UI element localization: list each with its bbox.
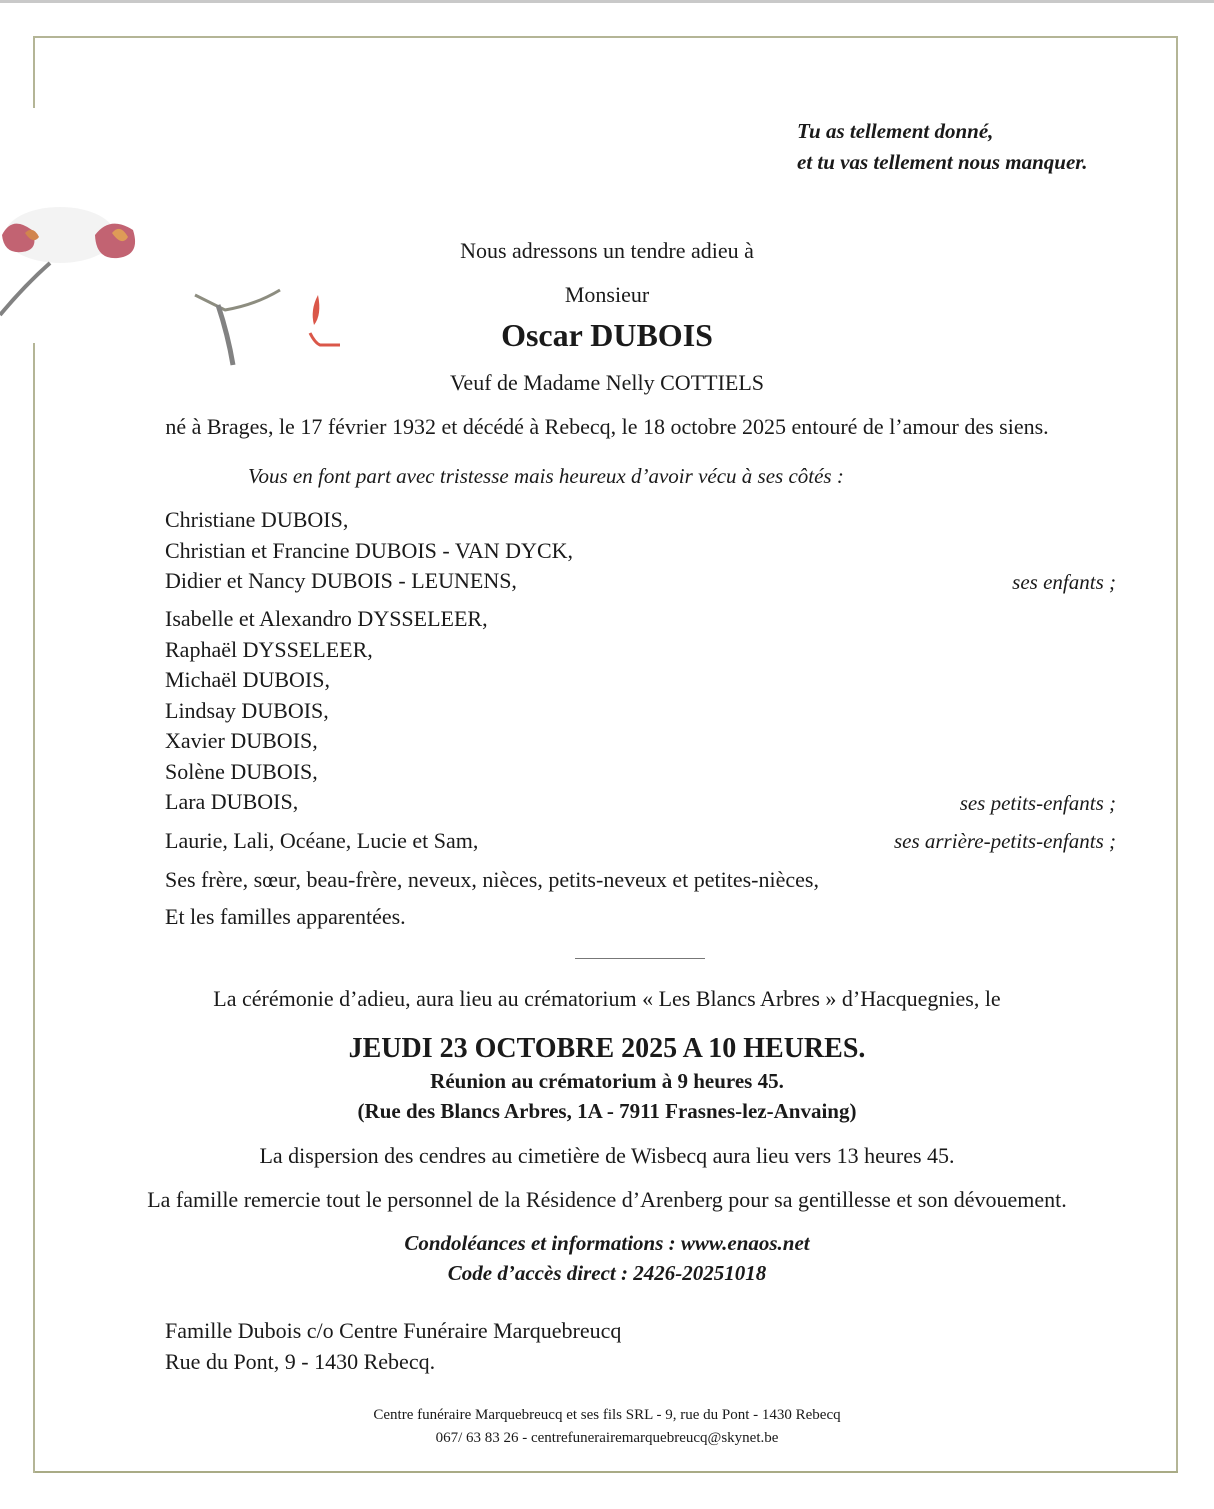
list-item: Didier et Nancy DUBOIS - LEUNENS,: [165, 568, 517, 593]
grandchildren-label: ses petits-enfants ;: [959, 791, 1116, 815]
deceased-name: Oscar DUBOIS: [501, 317, 713, 353]
dispersion-text: La dispersion des cendres au cimetière de Wisbecq aura lieu vers 13 heures 45.: [259, 1143, 955, 1168]
list-item: Lindsay DUBOIS,: [165, 697, 329, 723]
list-item: Isabelle et Alexandro DYSSELEER,: [165, 606, 488, 631]
children-list: [165, 505, 573, 597]
frame-border: [33, 1471, 1178, 1473]
address-text: (Rue des Blancs Arbres, 1A - 7911 Frasnes-lez-Anvaing): [357, 1099, 857, 1123]
contact-line: Rue du Pont, 9 - 1430 Rebecq.: [165, 1349, 436, 1374]
families-text: Et les familles apparentées.: [165, 904, 406, 929]
contact-line: Famille Dubois c/o Centre Funéraire Marquebreucq: [165, 1318, 622, 1343]
list-item: Christiane DUBOIS,: [165, 507, 349, 532]
list-item: Solène DUBOIS,: [165, 758, 318, 784]
condolences-link[interactable]: Condoléances et informations : www.enaos.net: [404, 1231, 810, 1255]
honorific: Monsieur: [564, 282, 650, 307]
relatives-text: Ses frère, sœur, beau-frère, neveux, nièces, petits-neveux et petites-nièces,: [165, 867, 819, 892]
list-item: Xavier DUBOIS,: [165, 728, 318, 753]
list-item: Christian et Francine DUBOIS - VAN DYCK,: [165, 537, 573, 563]
ceremony-date: JEUDI 23 OCTOBRE 2025 A 10 HEURES.: [348, 1033, 866, 1064]
intro-text: Nous adressons un tendre adieu à: [460, 238, 754, 263]
frame-border: [33, 343, 35, 1473]
divider: [575, 958, 705, 959]
footer-line: Centre funéraire Marquebreucq et ses fils SRL - 9, rue du Pont - 1430 Rebecq: [373, 1407, 841, 1423]
list-item: Raphaël DYSSELEER,: [165, 636, 373, 662]
children-label: ses enfants ;: [1012, 570, 1116, 594]
great-grandchildren-label: ses arrière-petits-enfants ;: [893, 829, 1116, 853]
epigraph-line: Tu as tellement donné,: [797, 119, 994, 143]
great-grandchildren: Laurie, Lali, Océane, Lucie et Sam,: [165, 828, 479, 853]
access-code: Code d’accès direct : 2426-20251018: [447, 1261, 767, 1285]
list-item: Michaël DUBOIS,: [165, 667, 330, 692]
thanks-text: La famille remercie tout le personnel de la Résidence d’Arenberg pour sa gentillesse et son dévouement.: [147, 1187, 1067, 1212]
meeting-text: Réunion au crématorium à 9 heures 45.: [430, 1069, 784, 1093]
footer-line: 067/ 63 83 26 - centrefunerairemarquebreucq@skynet.be: [435, 1430, 779, 1446]
announcers-intro: Vous en font part avec tristesse mais heureux d’avoir vécu à ses côtés :: [248, 464, 844, 488]
frame-border: [33, 36, 35, 108]
spouse-text: Veuf de Madame Nelly COTTIELS: [449, 370, 765, 395]
frame-border: [33, 36, 1177, 38]
list-item: Lara DUBOIS,: [165, 789, 299, 814]
grandchildren-list: [165, 604, 488, 818]
top-edge: [0, 0, 1214, 3]
ceremony-intro: La cérémonie d’adieu, aura lieu au crématorium « Les Blancs Arbres » d’Hacquegnies, le: [213, 986, 1001, 1011]
birth-death-text: né à Brages, le 17 février 1932 et décédé à Rebecq, le 18 octobre 2025 entouré de l’amour des siens.: [165, 414, 1049, 439]
epigraph-line: et tu vas tellement nous manquer.: [797, 150, 1088, 174]
